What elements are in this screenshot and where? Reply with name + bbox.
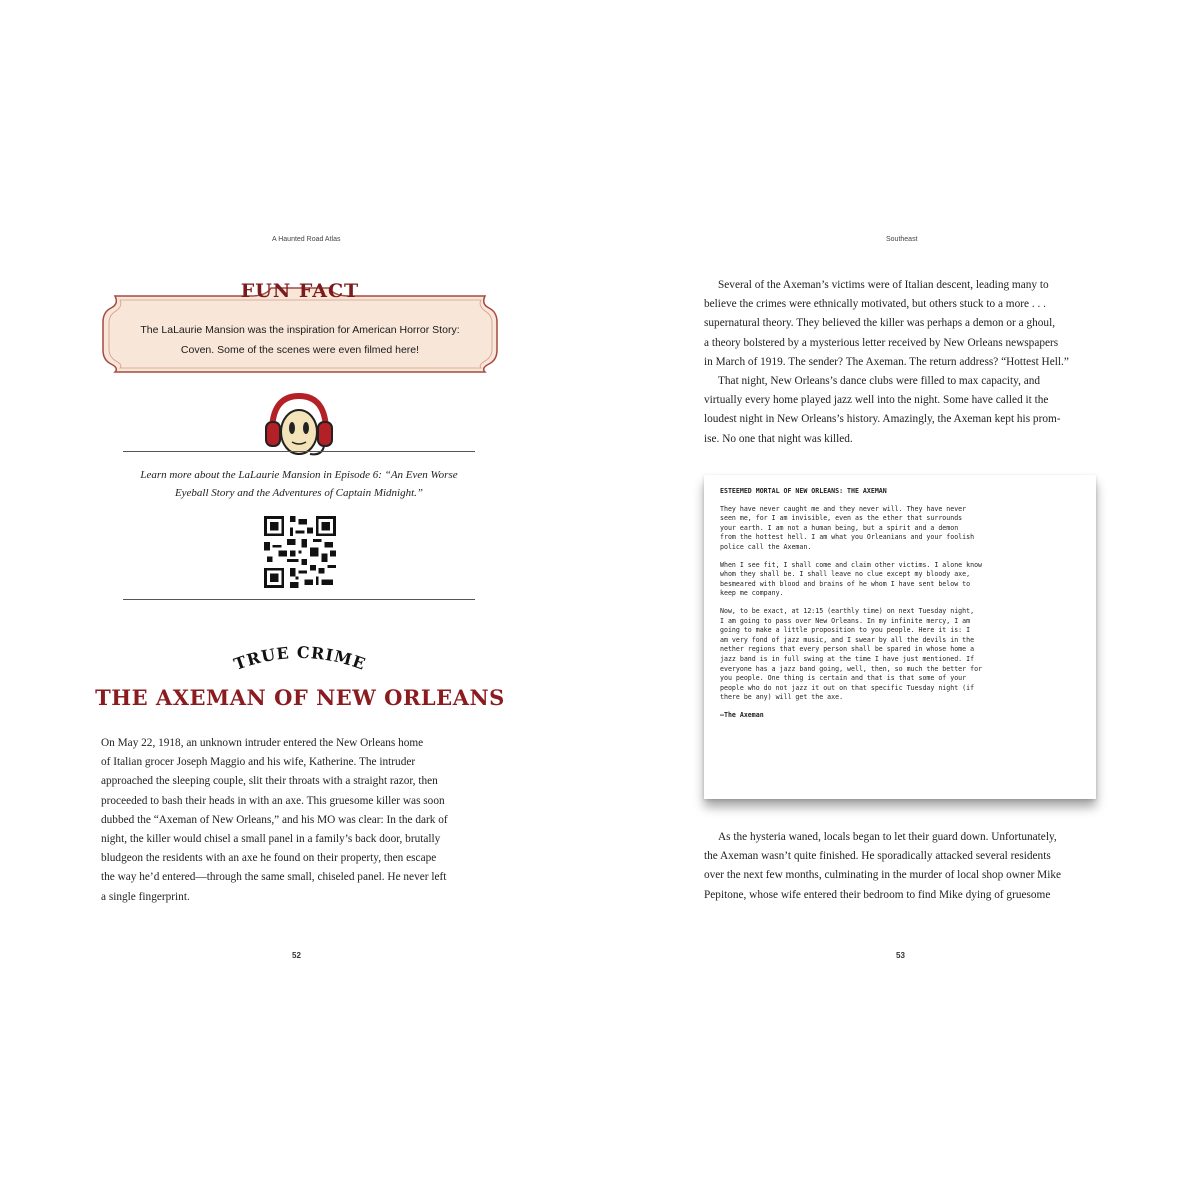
letter-line: When I see fit, I shall come and claim other victims. I alone know bbox=[720, 560, 983, 569]
left-body-text bbox=[101, 734, 499, 907]
fun-fact-line: Coven. Some of the scenes were even filmed here! bbox=[180, 344, 420, 356]
letter-line: you people. One thing is certain and that is that some of your bbox=[720, 674, 967, 683]
letter-title: ESTEEMED MORTAL OF NEW ORLEANS: THE AXEMAN bbox=[720, 487, 887, 495]
letter-line: nether regions that every person shall be spared in whose home a bbox=[720, 645, 975, 654]
letter-line: jazz band is in full swing at the time I have just mentioned. If bbox=[720, 654, 975, 663]
body-line: proceeded to bash their heads in with an axe. This gruesome killer was soon bbox=[101, 794, 445, 807]
body-line: over the next few months, culminating in the murder of local shop owner Mike bbox=[704, 869, 1062, 882]
body-line: dubbed the “Axeman of New Orleans,” and his MO was clear: In the dark of bbox=[101, 813, 448, 826]
body-line: loudest night in New Orleans’s history. Amazingly, the Axeman kept his prom- bbox=[704, 413, 1061, 426]
letter-line: Now, to be exact, at 12:15 (earthly time) on next Tuesday night, bbox=[720, 606, 975, 615]
body-line: bludgeon the residents with an axe he found on their property, then escape bbox=[101, 852, 437, 865]
axeman-letter bbox=[704, 475, 1096, 799]
body-line: night, the killer would chisel a small panel in a family’s back door, brutally bbox=[101, 833, 441, 846]
body-line: Pepitone, whose wife entered their bedroom to find Mike dying of gruesome bbox=[704, 888, 1051, 901]
body-line: virtually every home played jazz well into the night. Some have called it the bbox=[704, 394, 1049, 407]
body-line: in March of 1919. The sender? The Axeman. The return address? “Hottest Hell.” bbox=[704, 355, 1069, 368]
right-body-para-3 bbox=[704, 828, 1098, 905]
podcast-note-line: Eyeball Story and the Adventures of Captain Midnight.” bbox=[174, 487, 424, 499]
body-line: supernatural theory. They believed the killer was perhaps a demon or a ghoul, bbox=[704, 317, 1056, 330]
letter-line: from the hottest hell. I am what you Orleanians and your foolish bbox=[720, 533, 975, 542]
letter-line: your earth. I am not a human being, but a spirit and a demon bbox=[720, 523, 959, 532]
body-line: the Axeman wasn’t quite finished. He sporadically attacked several residents bbox=[704, 850, 1051, 863]
letter-paragraph bbox=[720, 561, 1082, 599]
letter-line: am very fond of jazz music, and I swear by all the devils in the bbox=[720, 635, 975, 644]
qr-code[interactable] bbox=[264, 516, 336, 588]
divider bbox=[123, 599, 475, 600]
page-number-right: 53 bbox=[896, 951, 905, 960]
body-line: of Italian grocer Joseph Maggio and his wife, Katherine. The intruder bbox=[101, 756, 416, 769]
body-line: approached the sleeping couple, slit their throats with a straight razor, then bbox=[101, 775, 438, 788]
fun-fact-line: The LaLaurie Mansion was the inspiration for American Horror Story: bbox=[140, 324, 460, 336]
divider bbox=[123, 451, 475, 452]
fun-fact-box bbox=[101, 278, 499, 374]
right-body-para-1 bbox=[704, 276, 1098, 449]
letter-line: going to make a little proposition to you people. Here it is: I bbox=[720, 626, 971, 635]
letter-line: police call the Axeman. bbox=[720, 542, 812, 551]
letter-paragraph bbox=[720, 505, 1082, 553]
running-head-left: A Haunted Road Atlas bbox=[272, 236, 341, 243]
body-line: On May 22, 1918, an unknown intruder entered the New Orleans home bbox=[101, 737, 424, 749]
headphones-skull-icon bbox=[262, 390, 336, 464]
section-label-text: TRUE CRIME bbox=[231, 642, 369, 674]
running-head-right: Southeast bbox=[886, 236, 918, 243]
section-title: THE AXEMAN OF NEW ORLEANS bbox=[95, 685, 505, 710]
body-line: ise. No one that night was killed. bbox=[704, 432, 853, 445]
letter-line: seen me, for I am invisible, even as the ether that surrounds bbox=[720, 514, 963, 523]
fun-fact-title: FUN FACT bbox=[240, 280, 360, 302]
body-line: a theory bolstered by a mysterious letter received by New Orleans newspapers bbox=[704, 336, 1059, 349]
letter-line: They have never caught me and they never will. They have never bbox=[720, 504, 967, 513]
letter-line: I am going to pass over New Orleans. In my infinite mercy, I am bbox=[720, 616, 971, 625]
podcast-note bbox=[123, 466, 475, 502]
letter-line: whom they shall be. I shall leave no clue except my bloody axe, bbox=[720, 570, 971, 579]
body-line: believe the crimes were ethnically motivated, but others stuck to a more . . . bbox=[704, 298, 1046, 311]
fun-fact-text bbox=[123, 320, 477, 360]
svg-text:TRUE CRIME bbox=[231, 643, 368, 674]
podcast-note-line: Learn more about the LaLaurie Mansion in Episode 6: “An Even Worse bbox=[140, 469, 458, 481]
body-line: Several of the Axeman’s victims were of Italian descent, leading many to bbox=[718, 279, 1049, 291]
letter-line: people who do not jazz it out on that specific Tuesday night (if bbox=[720, 683, 975, 692]
letter-paragraph bbox=[720, 607, 1082, 703]
body-line: the way he’d entered—through the same small, chiseled panel. He never left bbox=[101, 871, 447, 884]
letter-line: keep me company. bbox=[720, 589, 784, 598]
body-line: As the hysteria waned, locals began to let their guard down. Unfortunately, bbox=[718, 831, 1057, 843]
letter-line: besmeared with blood and brains of he whom I have sent below to bbox=[720, 579, 971, 588]
body-line: a single fingerprint. bbox=[101, 890, 190, 903]
page-number-left: 52 bbox=[292, 951, 301, 960]
letter-line: there be any) will get the axe. bbox=[720, 693, 844, 702]
section-label bbox=[200, 640, 400, 676]
body-line: That night, New Orleans’s dance clubs were filled to max capacity, and bbox=[718, 375, 1041, 388]
letter-line: everyone has a jazz band going, well, then, so much the better for bbox=[720, 664, 983, 673]
letter-signature: —The Axeman bbox=[720, 710, 764, 719]
